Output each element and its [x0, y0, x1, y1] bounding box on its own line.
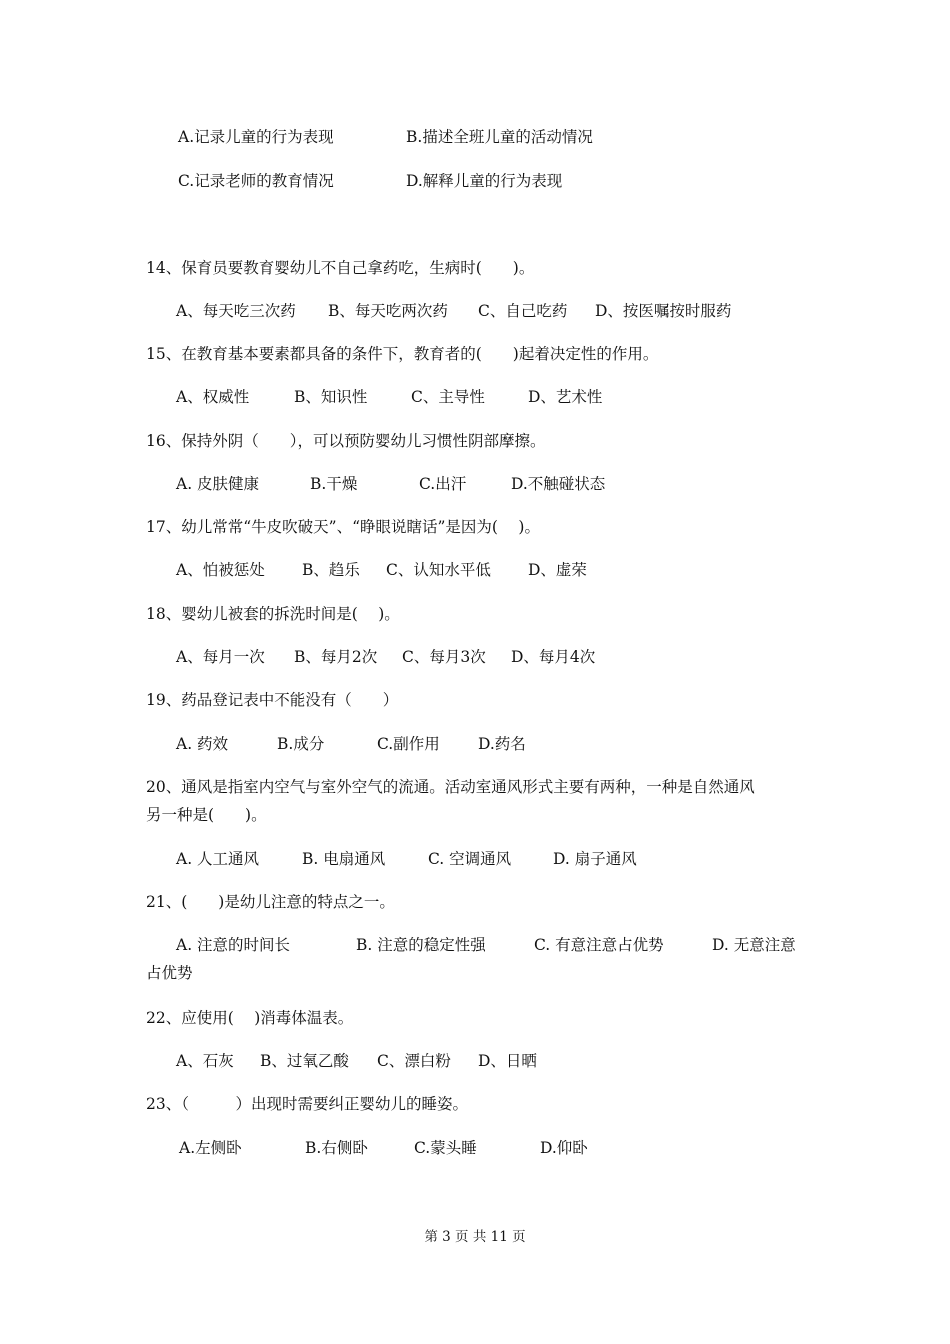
q14-option-b: B、每天吃两次药 — [328, 302, 448, 320]
q22-option-d: D、日晒 — [478, 1052, 537, 1070]
q17-stem: 17、幼儿常常“牛皮吹破天”、“睁眼说瞎话”是因为( )。 — [146, 518, 540, 536]
q15-option-d: D、艺术性 — [528, 388, 603, 406]
q22-stem: 22、应使用( )消毒体温表。 — [146, 1009, 354, 1027]
q13-option-d: D.解释儿童的行为表现 — [406, 172, 563, 190]
q14-option-c: C、自己吃药 — [478, 302, 568, 320]
q21-option-d-wrap: 占优势 — [146, 964, 193, 982]
q13-option-a: A.记录儿童的行为表现 — [178, 128, 334, 146]
q18-option-d: D、每月4次 — [511, 648, 596, 666]
q23-option-b: B.右侧卧 — [305, 1139, 368, 1157]
q20-option-b: B. 电扇通风 — [302, 850, 386, 868]
q22-option-c: C、漂白粉 — [377, 1052, 451, 1070]
q14-option-d: D、按医嘱按时服药 — [595, 302, 732, 320]
q23-option-a: A.左侧卧 — [179, 1139, 242, 1157]
q15-option-c: C、主导性 — [411, 388, 485, 406]
q14-option-a: A、每天吃三次药 — [176, 302, 296, 320]
q17-option-a: A、怕被惩处 — [176, 561, 265, 579]
q19-option-a: A. 药效 — [176, 735, 229, 753]
q17-option-c: C、认知水平低 — [386, 561, 491, 579]
q23-option-c: C.蒙头睡 — [414, 1139, 477, 1157]
q18-stem: 18、婴幼儿被套的拆洗时间是( )。 — [146, 605, 400, 623]
q16-option-a: A. 皮肤健康 — [176, 475, 260, 493]
q13-option-c: C.记录老师的教育情况 — [178, 172, 334, 190]
q15-option-a: A、权威性 — [176, 388, 250, 406]
q20-option-c: C. 空调通风 — [428, 850, 512, 868]
q20-option-d: D. 扇子通风 — [553, 850, 637, 868]
q21-option-b: B. 注意的稳定性强 — [356, 936, 486, 954]
q19-stem: 19、药品登记表中不能没有（ ） — [146, 691, 399, 709]
q22-option-b: B、过氧乙酸 — [260, 1052, 349, 1070]
q19-option-c: C.副作用 — [377, 735, 440, 753]
q20-option-a: A. 人工通风 — [176, 850, 260, 868]
q20-stem-line2: 另一种是( )。 — [146, 806, 267, 824]
q16-option-b: B.干燥 — [310, 475, 358, 493]
q23-stem: 23、（ ）出现时需要纠正婴幼儿的睡姿。 — [146, 1095, 468, 1113]
q21-option-c: C. 有意注意占优势 — [534, 936, 664, 954]
q17-option-d: D、虚荣 — [528, 561, 587, 579]
q21-stem: 21、( )是幼儿注意的特点之一。 — [146, 893, 395, 911]
q19-option-d: D.药名 — [478, 735, 526, 753]
q16-stem: 16、保持外阴（ ），可以预防婴幼儿习惯性阴部摩擦。 — [146, 432, 546, 450]
q15-option-b: B、知识性 — [294, 388, 368, 406]
q21-option-d: D. 无意注意 — [712, 936, 796, 954]
q23-option-d: D.仰卧 — [540, 1139, 588, 1157]
q14-stem: 14、保育员要教育婴幼儿不自己拿药吃，生病时( )。 — [146, 259, 535, 277]
q18-option-a: A、每月一次 — [176, 648, 265, 666]
q16-option-c: C.出汗 — [419, 475, 467, 493]
q17-option-b: B、趋乐 — [302, 561, 360, 579]
q16-option-d: D.不触碰状态 — [511, 475, 606, 493]
q22-option-a: A、石灰 — [176, 1052, 234, 1070]
q13-option-b: B.描述全班儿童的活动情况 — [406, 128, 593, 146]
q20-stem-line1: 20、通风是指室内空气与室外空气的流通。活动室通风形式主要有两种，一种是自然通风 — [146, 778, 755, 796]
q15-stem: 15、在教育基本要素都具备的条件下，教育者的( )起着决定性的作用。 — [146, 345, 659, 363]
q18-option-c: C、每月3次 — [402, 648, 486, 666]
page-number: 第 3 页 共 11 页 — [424, 1229, 526, 1245]
q19-option-b: B.成分 — [277, 735, 325, 753]
q21-option-a: A. 注意的时间长 — [176, 936, 291, 954]
q18-option-b: B、每月2次 — [294, 648, 378, 666]
